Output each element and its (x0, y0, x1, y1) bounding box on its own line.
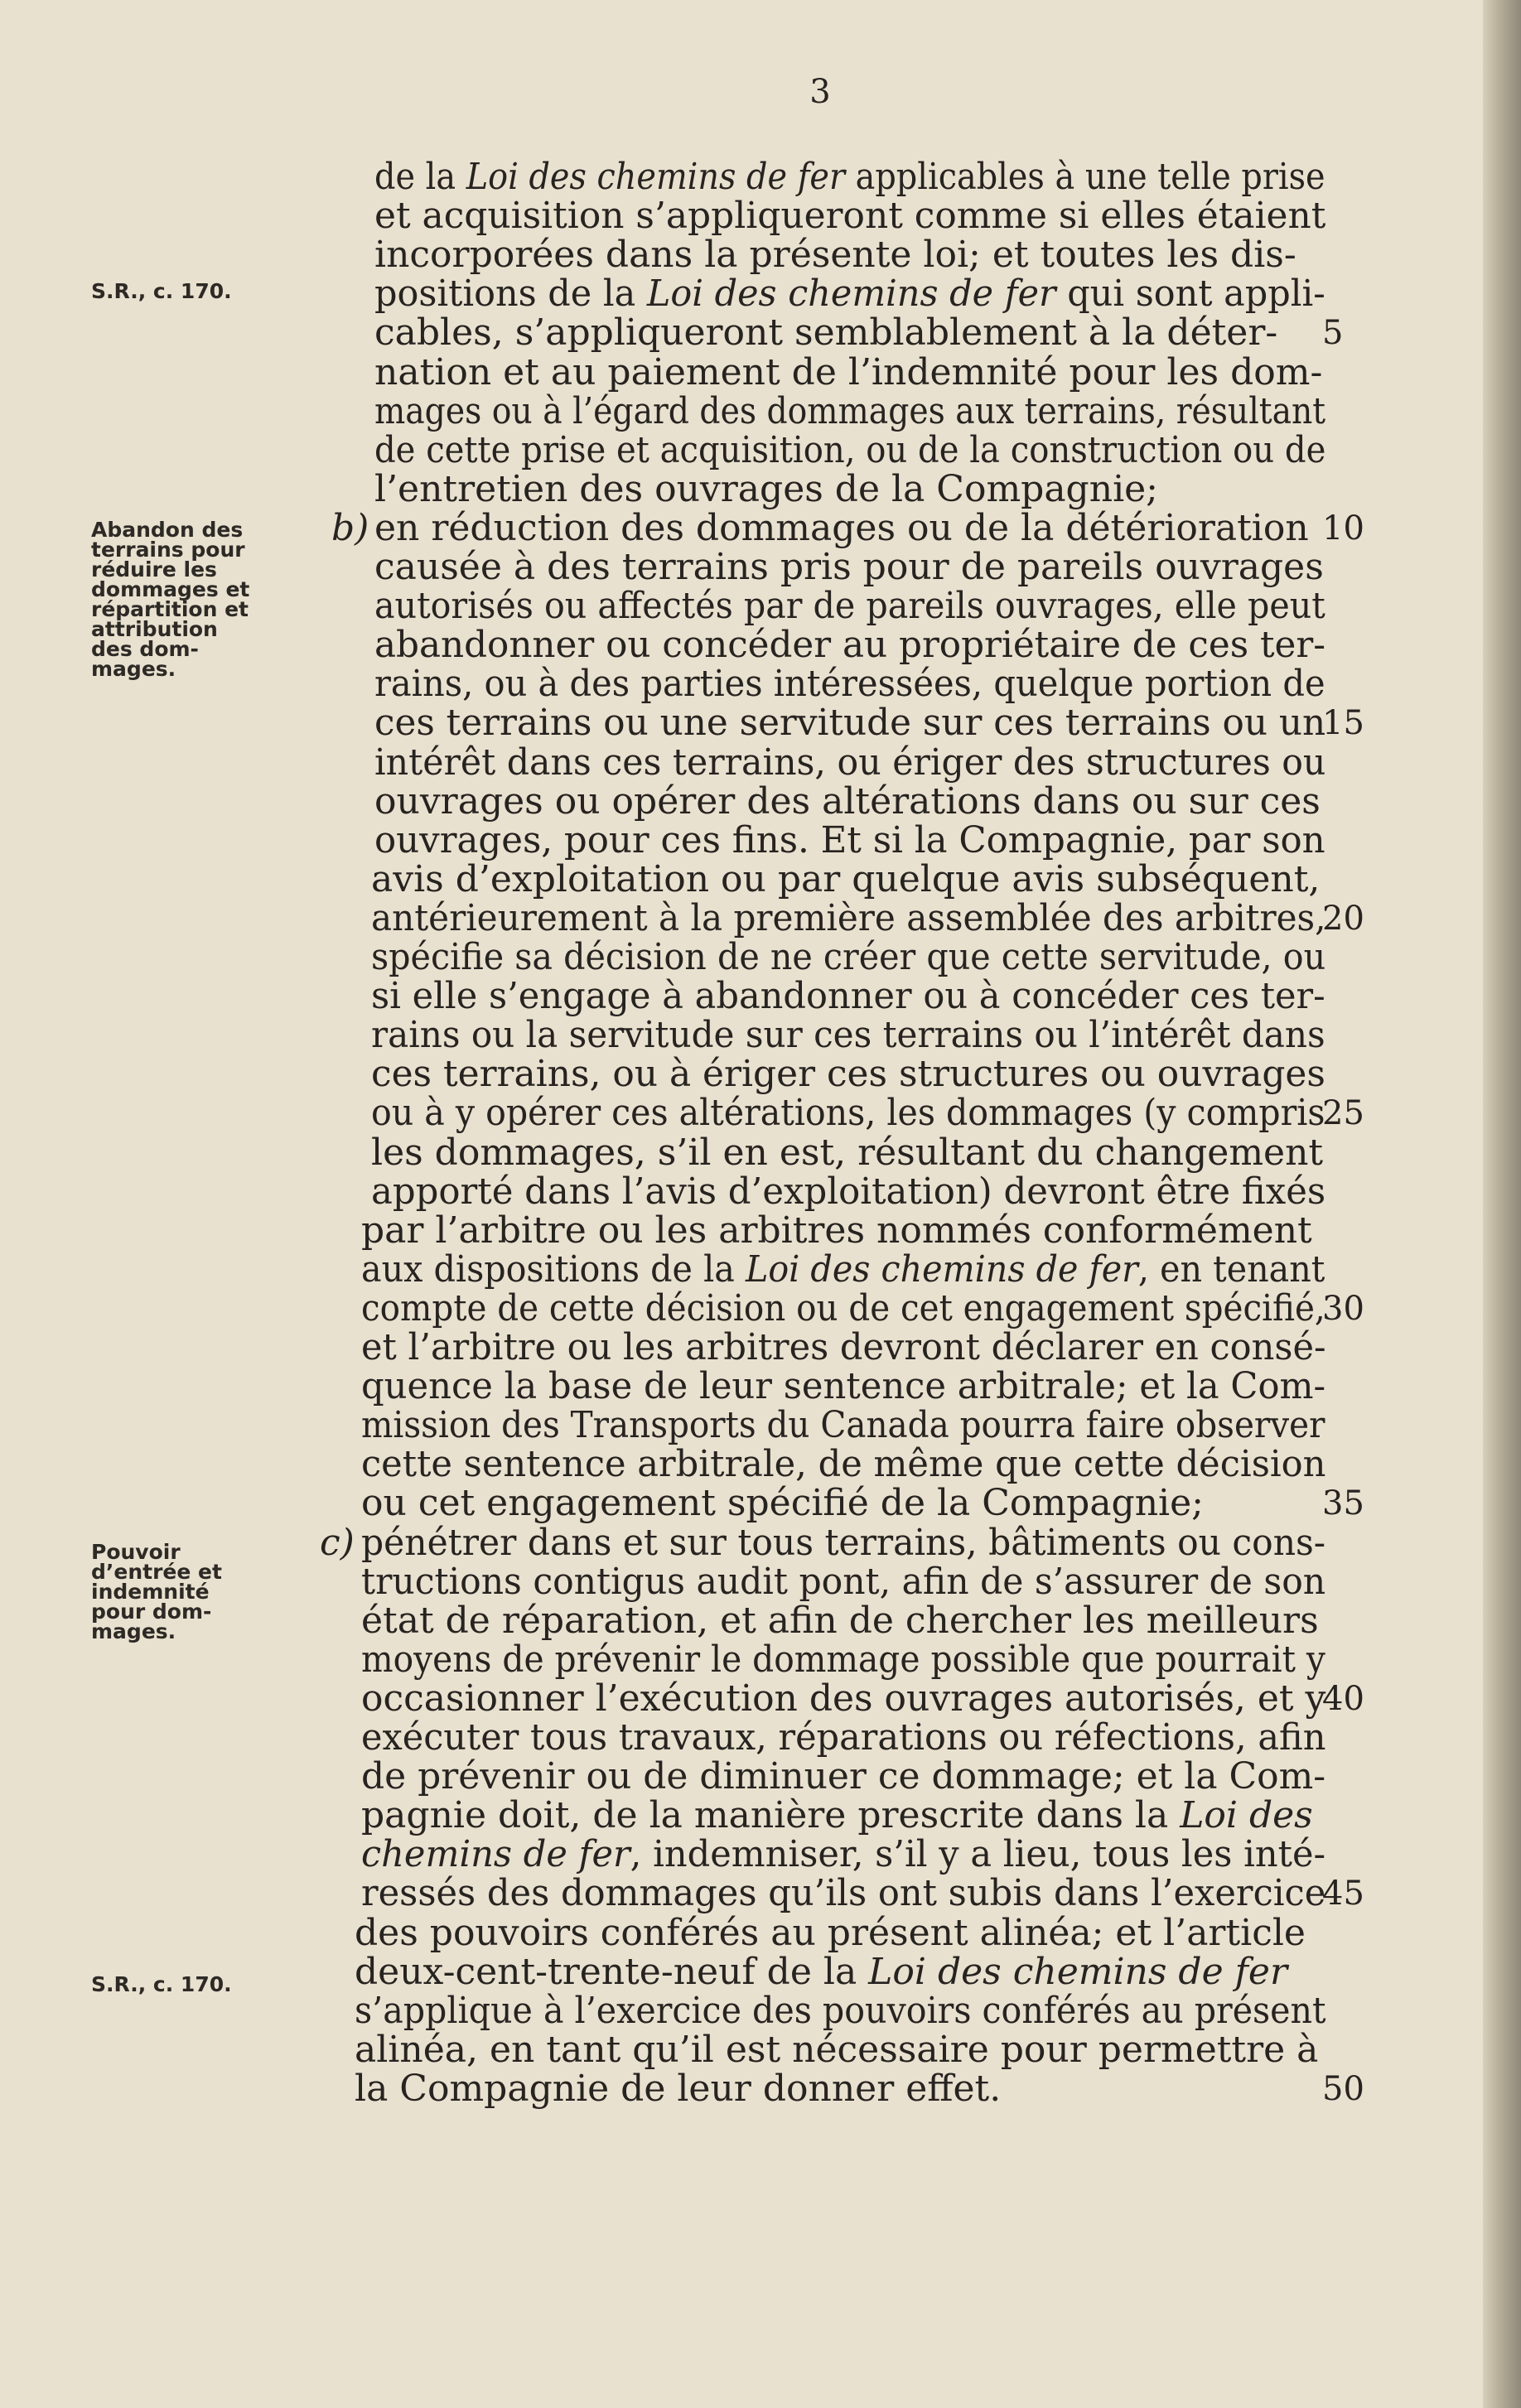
text-line-content (361, 1445, 1325, 1484)
text-line (0, 1328, 1367, 1368)
text-run: positions de la (374, 273, 647, 315)
text-line-content (361, 1796, 1313, 1836)
text-run: mages ou à l’égard des dommages aux terrains, résultant (374, 390, 1326, 432)
text-run: ces terrains, ou à ériger ces structures ou ouvrages (371, 1053, 1325, 1095)
text-line-content (374, 625, 1325, 665)
text-run: en réduction des dommages ou de la détérioration (374, 507, 1309, 549)
margin-note-line: des dom- (91, 637, 199, 661)
text-run: moyens de prévenir le dommage possible que pourrait y (361, 1638, 1325, 1681)
text-line-content (374, 548, 1324, 587)
text-run: quence la base de leur sentence arbitrale; et la Com- (361, 1365, 1326, 1407)
text-run: spécifie sa décision de ne créer que cette servitude, ou (371, 936, 1326, 978)
text-line-content (371, 1054, 1325, 1094)
text-line-content (355, 1991, 1326, 2031)
text-run: pénétrer dans et sur tous terrains, bâtiments ou cons- (361, 1522, 1326, 1564)
text-line (0, 1484, 1367, 1523)
text-line (0, 1093, 1367, 1133)
text-line-content (361, 1289, 1325, 1329)
text-run: , en tenant (1137, 1248, 1325, 1291)
text-line (0, 1952, 1367, 1992)
text-line-content (355, 2030, 1318, 2070)
text-line-content (361, 1250, 1325, 1290)
text-line-content (374, 703, 1325, 743)
text-line (0, 782, 1367, 822)
text-line (0, 313, 1367, 353)
text-run: par l’arbitre ou les arbitres nommés conformément (361, 1209, 1312, 1252)
text-line (0, 1133, 1367, 1173)
text-line (0, 625, 1367, 665)
text-line (0, 1250, 1367, 1290)
margin-note-line: dommages et (91, 577, 250, 601)
text-line-content (355, 1913, 1306, 1953)
line-number: 25 (1322, 1094, 1364, 1132)
text-line-content (361, 1406, 1325, 1445)
clause-marker: b) (331, 507, 369, 549)
line-number: 5 (1322, 314, 1344, 352)
text-run: mission des Transports du Canada pourra faire observer (361, 1404, 1325, 1446)
text-run: deux-cent-trente-neuf de la (355, 1951, 869, 1993)
margin-note-line: Pouvoir (91, 1540, 181, 1564)
text-line-content (355, 1952, 1287, 1992)
text-line-content (371, 1133, 1323, 1173)
margin-note-line: S.R., c. 170. (91, 279, 232, 303)
text-run: rains, ou à des parties intéressées, quelque portion de (374, 663, 1325, 705)
text-line (0, 1289, 1367, 1329)
text-line (0, 1757, 1367, 1797)
text-line (0, 1172, 1367, 1212)
text-line (0, 664, 1367, 704)
text-line (0, 353, 1367, 393)
margin-note-line: d’entrée et (91, 1560, 222, 1584)
text-line-content (361, 1367, 1325, 1407)
italic-run: Loi des chemins de fer (745, 1248, 1138, 1291)
text-line-content (371, 1172, 1325, 1212)
text-run: si elle s’engage à abandonner ou à concéder ces ter- (371, 975, 1325, 1017)
text-run: de cette prise et acquisition, ou de la construction ou de (374, 429, 1326, 471)
text-line (0, 1211, 1367, 1251)
text-line-content (374, 586, 1325, 626)
text-run: incorporées dans la présente loi; et toutes les dis- (374, 234, 1296, 276)
text-line (0, 157, 1367, 197)
text-line-content (374, 157, 1325, 197)
text-line (0, 548, 1367, 587)
text-run: et l’arbitre ou les arbitres devront déclarer en consé- (361, 1326, 1326, 1368)
text-line (0, 2069, 1367, 2109)
italic-run: Loi des chemins de fer (646, 273, 1056, 315)
text-line (0, 392, 1367, 432)
text-line (0, 1718, 1367, 1758)
text-run: de prévenir ou de diminuer ce dommage; et la Com- (361, 1755, 1326, 1798)
text-run: qui sont appli- (1055, 273, 1325, 315)
italic-run: Loi des (1180, 1794, 1313, 1836)
text-run: exécuter tous travaux, réparations ou réfections, afin (361, 1716, 1326, 1759)
margin-note-line: Abandon des (91, 518, 244, 542)
line-number: 10 (1322, 509, 1364, 548)
text-run: rains ou la servitude sur ces terrains ou l’intérêt dans (371, 1014, 1325, 1056)
text-line (0, 2030, 1367, 2070)
text-run: état de réparation, et afin de chercher les meilleurs (361, 1600, 1319, 1642)
line-number: 30 (1322, 1290, 1364, 1328)
text-run: aux dispositions de la (361, 1248, 746, 1291)
text-line-content (361, 1523, 1325, 1563)
text-line (0, 1367, 1367, 1407)
text-line-content (374, 821, 1325, 861)
text-line (0, 1016, 1367, 1055)
text-run: alinéa, en tant qu’il est nécessaire pour permettre à (355, 2029, 1319, 2071)
text-run: ouvrages, pour ces fins. Et si la Compagnie, par son (374, 819, 1325, 861)
text-line (0, 1640, 1367, 1680)
margin-note-line: mages. (91, 657, 176, 681)
text-run: avis d’exploitation ou par quelque avis subséquent, (371, 858, 1321, 900)
text-line-content (374, 470, 1158, 509)
text-line-content (374, 392, 1325, 432)
text-line-content (371, 938, 1325, 977)
margin-note-line: réduire les (91, 557, 217, 581)
text-line-content (374, 196, 1325, 236)
text-run: et acquisition s’appliqueront comme si elles étaient (374, 195, 1326, 237)
text-run: abandonner ou concéder au propriétaire de ces ter- (374, 624, 1325, 666)
margin-note-line: indemnité (91, 1580, 210, 1604)
text-line-content (371, 899, 1326, 939)
text-line (0, 431, 1367, 471)
text-run: nation et au paiement de l’indemnité pour les dom- (374, 351, 1323, 393)
margin-note-line: mages. (91, 1619, 176, 1643)
page-edge-shadow (1483, 0, 1521, 2408)
italic-run: Loi des chemins de fer (466, 156, 845, 198)
text-line-content (371, 977, 1325, 1016)
text-line-content (374, 235, 1296, 275)
margin-note-line: pour dom- (91, 1600, 212, 1624)
text-run: pagnie doit, de la manière prescrite dans la (361, 1794, 1181, 1836)
text-line-content (361, 1601, 1319, 1641)
text-line-content (374, 743, 1325, 783)
line-number: 45 (1322, 1875, 1364, 1913)
margin-note-line: S.R., c. 170. (91, 1972, 232, 1996)
text-run: cette sentence arbitrale, de même que cette décision (361, 1443, 1326, 1485)
text-line (0, 743, 1367, 783)
text-line (0, 1679, 1367, 1719)
text-line (0, 938, 1367, 977)
text-line-content (371, 860, 1320, 900)
text-run: apporté dans l’avis d’exploitation) devront être fixés (371, 1170, 1326, 1213)
text-line (0, 1835, 1367, 1875)
clause-marker: c) (320, 1522, 355, 1564)
text-run: causée à des terrains pris pour de pareils ouvrages (374, 546, 1324, 588)
text-line-content (361, 1679, 1325, 1719)
text-line (0, 1445, 1367, 1484)
text-line (0, 1796, 1367, 1836)
text-line (0, 470, 1367, 509)
text-line (0, 509, 1367, 548)
text-line-content (361, 1328, 1326, 1368)
text-run: ressés des dommages qu’ils ont subis dans l’exercice (361, 1872, 1326, 1914)
text-line (0, 1562, 1367, 1602)
text-line (0, 1054, 1367, 1094)
text-run: l’entretien des ouvrages de la Compagnie; (374, 468, 1158, 510)
italic-run: Loi des chemins de fer (868, 1951, 1287, 1993)
text-run: ou cet engagement spécifié de la Compagnie; (361, 1482, 1204, 1524)
text-line-content (361, 1757, 1325, 1797)
text-line-content (374, 509, 1309, 548)
text-line (0, 586, 1367, 626)
text-run: de la (374, 156, 466, 198)
text-run: ces terrains ou une servitude sur ces terrains ou un (374, 702, 1326, 744)
text-line (0, 703, 1367, 743)
text-line (0, 1913, 1367, 1953)
text-line-content (374, 664, 1325, 704)
line-number: 50 (1322, 2070, 1364, 2108)
text-run: les dommages, s’il en est, résultant du changement (371, 1132, 1324, 1174)
margin-note-line: attribution (91, 617, 218, 641)
text-line-content (361, 1835, 1325, 1875)
text-line-content (361, 1874, 1325, 1913)
text-run: occasionner l’exécution des ouvrages autorisés, et y (361, 1677, 1326, 1720)
text-line (0, 1523, 1367, 1563)
text-line-content (361, 1484, 1204, 1523)
text-run: antérieurement à la première assemblée des arbitres, (371, 897, 1326, 939)
text-line-content (371, 1093, 1325, 1133)
page-number: 3 (809, 73, 831, 111)
text-line (0, 1601, 1367, 1641)
text-line-content (361, 1640, 1325, 1680)
text-line-content (361, 1562, 1325, 1602)
text-line-content (371, 1016, 1325, 1055)
text-run: compte de cette décision ou de cet engagement spécifié, (361, 1287, 1325, 1329)
line-number: 20 (1322, 900, 1364, 938)
text-line (0, 1874, 1367, 1913)
text-line (0, 977, 1367, 1016)
margin-note-line: terrains pour (91, 538, 245, 562)
text-run: intérêt dans ces terrains, ou ériger des structures ou (374, 741, 1326, 784)
line-number: 40 (1322, 1680, 1364, 1718)
text-run: ouvrages ou opérer des altérations dans ou sur ces (374, 780, 1321, 823)
text-line-content (361, 1718, 1325, 1758)
text-line (0, 196, 1367, 236)
text-line (0, 860, 1367, 900)
text-line-content (374, 313, 1277, 353)
text-run: ou à y opérer ces altérations, les dommages (y compris (371, 1092, 1325, 1134)
text-line (0, 821, 1367, 861)
text-line (0, 1991, 1367, 2031)
text-line-content (374, 431, 1325, 471)
text-run: s’applique à l’exercice des pouvoirs conférés au présent (355, 1990, 1326, 2032)
text-run: la Compagnie de leur donner effet. (355, 2068, 1002, 2110)
text-line-content (361, 1211, 1312, 1251)
text-line (0, 235, 1367, 275)
text-line (0, 274, 1367, 314)
text-run: applicables à une telle prise (844, 156, 1325, 198)
text-run: autorisés ou affectés par de pareils ouvrages, elle peut (374, 585, 1325, 627)
italic-run: chemins de fer (361, 1833, 630, 1875)
text-line-content (355, 2069, 1001, 2109)
text-line (0, 899, 1367, 939)
margin-note-line: répartition et (91, 597, 249, 621)
line-number: 35 (1322, 1484, 1364, 1522)
text-run: cables, s’appliqueront semblablement à la déter- (374, 311, 1278, 354)
text-run: des pouvoirs conférés au présent alinéa; et l’article (355, 1912, 1306, 1954)
text-line-content (374, 274, 1325, 314)
text-run: , indemniser, s’il y a lieu, tous les inté- (630, 1833, 1326, 1875)
text-line-content (374, 782, 1321, 822)
line-number: 15 (1322, 704, 1364, 742)
text-line-content (374, 353, 1322, 393)
text-run: tructions contigus audit pont, afin de s’assurer de son (361, 1561, 1326, 1603)
text-line (0, 1406, 1367, 1445)
